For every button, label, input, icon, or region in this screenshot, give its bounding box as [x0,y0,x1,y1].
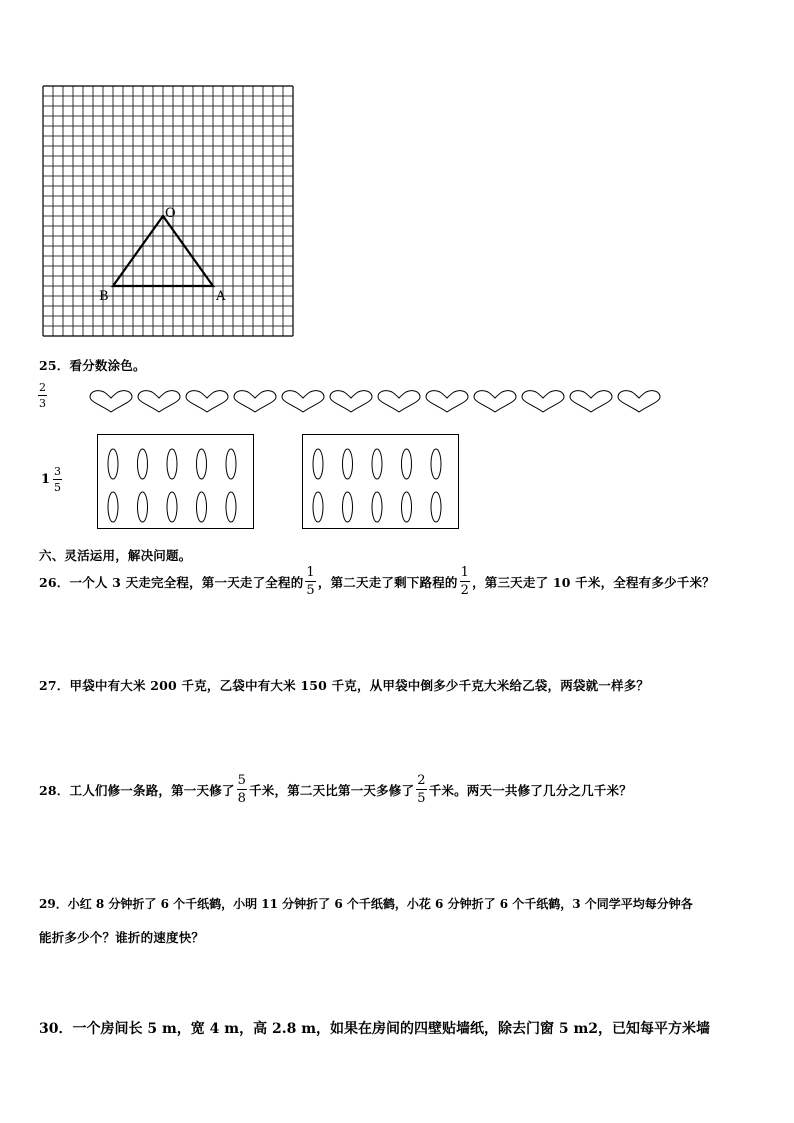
point-label-a: A [216,289,226,304]
fraction-numerator: 2 [39,381,46,394]
oval-shape[interactable] [167,492,177,522]
question-28-part3: 千米。两天一共修了几分之几千米？ [428,782,632,798]
question-28 [39,774,632,805]
oval-shape[interactable] [138,492,148,522]
mixed-numerator: 3 [54,465,62,478]
oval-shape[interactable] [226,492,236,522]
oval-shape[interactable] [108,449,118,479]
question-26-part2: ，第二天走了剩下路程的 [317,574,458,590]
question-28-part2: 千米，第二天比第一天多修了 [249,782,415,798]
q28-frac1-num: 5 [237,773,247,788]
oval-shape[interactable] [431,449,441,479]
oval-shape[interactable] [372,492,382,522]
oval-shape[interactable] [402,449,412,479]
question-26-part1: 26．一个人 3 天走完全程，第一天走了全程的 [39,574,304,590]
oval-shape[interactable] [197,492,207,522]
oval-shape[interactable] [226,449,236,479]
q26-frac1-den: 5 [306,583,315,598]
q28-frac1-den: 8 [237,791,247,806]
q28-frac2-den: 5 [417,791,426,806]
oval-shape[interactable] [313,449,323,479]
oval-shape[interactable] [108,492,118,522]
q26-frac2-den: 2 [460,583,470,598]
mixed-denominator: 5 [54,481,62,494]
oval-shape[interactable] [343,449,353,479]
oval-shape[interactable] [167,449,177,479]
mixed-whole: 1 [41,472,51,487]
oval-shape[interactable] [343,492,353,522]
point-label-o: O [165,206,176,221]
section-6-heading: 六、灵活运用，解决问题。 [39,548,192,563]
oval-shape[interactable] [138,449,148,479]
point-label-b: B [99,289,109,304]
oval-shape[interactable] [431,492,441,522]
oval-shape[interactable] [402,492,412,522]
q28-frac2-num: 2 [417,773,426,788]
question-27: 27．甲袋中有大米 200 千克，乙袋中有大米 150 千克，从甲袋中倒多少千克大米给乙袋，两袋就一样多？ [39,678,650,693]
q26-frac2-num: 1 [460,565,470,580]
fraction-denominator: 3 [39,397,46,410]
question-28-part1: 28．工人们修一条路，第一天修了 [39,782,235,798]
question-26-part3: ，第三天走了 10 千米，全程有多少千米？ [472,574,715,590]
question-29-line2: 能折多少个？谁折的速度快？ [39,930,205,945]
question-30: 30．一个房间长 5 m，宽 4 m，高 2.8 m，如果在房间的四壁贴墙纸，除去门窗 5 m2，已知每平方米墙 [39,1021,711,1037]
q26-frac1-num: 1 [306,565,315,580]
oval-shape[interactable] [372,449,382,479]
question-29-line1: 29．小红 8 分钟折了 6 个千纸鹤，小明 11 分钟折了 6 个千纸鹤，小花 6 分钟折了 6 个千纸鹤，3 个同学平均每分钟各 [39,897,693,911]
oval-shape[interactable] [197,449,207,479]
question-25-title: 25．看分数涂色。 [39,358,146,373]
oval-shape[interactable] [313,492,323,522]
question-26 [39,566,715,597]
